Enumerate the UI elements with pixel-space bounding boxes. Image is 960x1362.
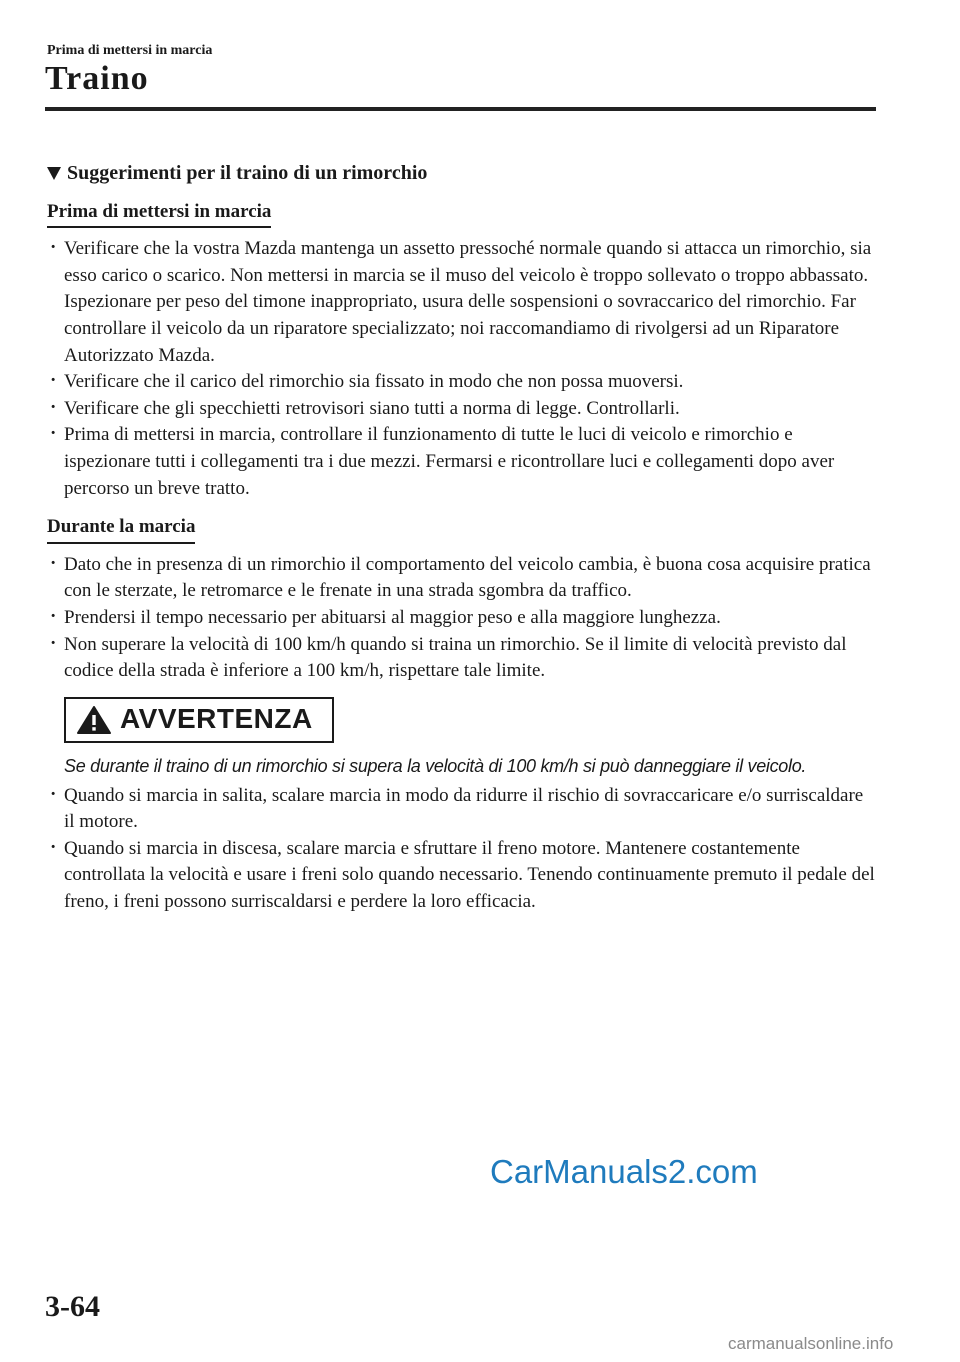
subsection-heading-text: Suggerimenti per il traino di un rimorchio	[67, 162, 428, 184]
list-item: · Verificare che gli specchietti retrovisori siano tutti a norma di legge. Controllarli.	[47, 396, 877, 423]
group-heading-before-driving: Prima di mettersi in marcia	[47, 199, 271, 229]
bullet-list-before-driving	[47, 236, 877, 502]
warning-box	[64, 697, 334, 743]
list-item: · Non superare la velocità di 100 km/h quando si traina un rimorchio. Se il limite di velocità previsto dal codice della strada è inferiore a 100 km/h, rispettare tale limite.	[47, 632, 877, 685]
list-item: · Dato che in presenza di un rimorchio il comportamento del veicolo cambia, è buona cosa acquisire pratica con le sterzate, le retromarce e le frenate in una strada sgombra da traffico.	[47, 552, 877, 605]
warning-triangle-icon	[76, 705, 112, 735]
warning-text: Se durante il traino di un rimorchio si supera la velocità di 100 km/h si può danneggiare il veicolo.	[64, 755, 807, 776]
list-item: · Verificare che la vostra Mazda mantenga un assetto pressoché normale quando si attacca un rimorchio, sia esso carico o scarico. Non mettersi in marcia se il muso del veicolo è troppo sollevato o troppo abbassato. Ispezionare per peso del timone inappropriato, usura delle sospensioni o sovraccarico del rimorchio. Far controllare il veicolo da un riparatore specializzato; noi raccomandiamo di rivolgersi ad un Riparatore Autorizzato Mazda.	[47, 236, 877, 369]
page-title: Traino	[45, 60, 149, 97]
list-item: · Verificare che il carico del rimorchio sia fissato in modo che non possa muoversi.	[47, 369, 877, 396]
running-header-section: Prima di mettersi in marcia	[47, 43, 213, 58]
page-number: 3-64	[45, 1290, 100, 1323]
watermark-logo: CarManuals2.com	[490, 1153, 758, 1190]
bullet-list-while-driving-continued	[47, 783, 877, 916]
warning-label: AVVERTENZA	[120, 703, 313, 735]
list-item: · Quando si marcia in discesa, scalare marcia e sfruttare il freno motore. Mantenere costantemente controllata la velocità e usare i freni solo quando necessario. Tenendo continuamente premuto il pedale del freno, i freni possono surriscaldarsi e perdere la loro efficacia.	[47, 836, 877, 916]
group-heading-while-driving: Durante la marcia	[47, 514, 195, 544]
list-item: · Prima di mettersi in marcia, controllare il funzionamento di tutte le luci di veicolo e rimorchio e ispezionare tutti i collegamenti tra i due mezzi. Fermarsi e ricontrollare luci e collegamenti dopo aver percorso un breve tratto.	[47, 422, 877, 502]
header-divider	[45, 107, 876, 111]
bullet-list-while-driving	[47, 552, 877, 685]
footer-watermark-link[interactable]: carmanualsonline.info	[728, 1334, 894, 1353]
triangle-down-icon	[47, 167, 61, 180]
list-item: · Quando si marcia in salita, scalare marcia in modo da ridurre il rischio di sovraccaricare e/o surriscaldare il motore.	[47, 783, 877, 836]
subsection-heading	[47, 160, 877, 187]
main-content	[47, 160, 877, 926]
list-item: · Prendersi il tempo necessario per abituarsi al maggior peso e alla maggiore lunghezza.	[47, 605, 877, 632]
